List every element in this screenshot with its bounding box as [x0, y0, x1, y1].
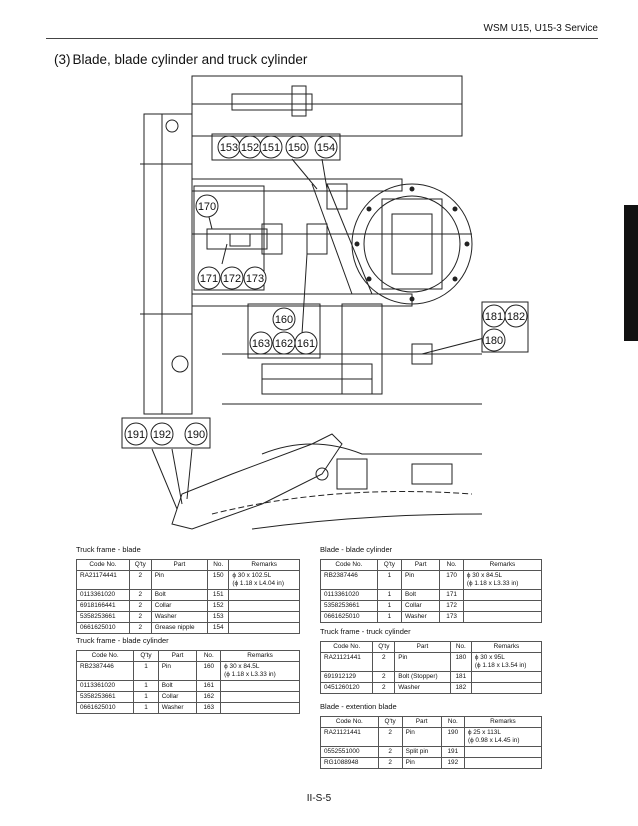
svg-text:192: 192 — [152, 429, 172, 441]
parts-table: Code No. Q'ty Part No. Remarks RA21121441 2 Pin 190 ϕ 25 x 113L (ϕ 0.98 x L4.45 in) 0552551000 2 Split pin 191 RG1088948 2 Pin 192 — [320, 716, 542, 769]
svg-text:163: 163 — [251, 338, 271, 350]
table-row: RA21121441 2 Pin 190 ϕ 25 x 113L (ϕ 0.98 x L4.45 in) — [321, 728, 542, 747]
callout-181 — [483, 305, 505, 327]
table-row: 5358253661 2 Washer 153 — [77, 612, 300, 623]
col-remarks: Remarks — [229, 560, 300, 571]
table-caption: Truck frame - blade — [76, 545, 141, 554]
parts-table: Code No. Q'ty Part No. Remarks RA21121441 2 Pin 180 ϕ 30 x 95L (ϕ 1.18 x L3.54 in) 691912129 2 Bolt (Stopper) 181 0451260120 2 Washer 182 — [320, 641, 542, 694]
table-caption: Truck frame - blade cylinder — [76, 636, 169, 645]
table-row: 6918166441 2 Collar 152 — [77, 601, 300, 612]
callout-161 — [295, 332, 317, 354]
service-manual-header: WSM U15, U15-3 Service — [483, 23, 598, 34]
svg-text:162: 162 — [274, 338, 294, 350]
callout-182 — [505, 305, 527, 327]
table-row: RG1088948 2 Pin 192 — [321, 758, 542, 769]
callout-172 — [221, 267, 243, 289]
svg-text:190: 190 — [186, 429, 206, 441]
callout-160 — [273, 308, 295, 330]
col-part: Part — [151, 560, 207, 571]
table-truck-frame-blade — [76, 545, 300, 634]
svg-text:181: 181 — [484, 311, 504, 323]
svg-text:191: 191 — [126, 429, 146, 441]
table-row: 0661625010 1 Washer 173 — [321, 612, 542, 623]
callout-180 — [483, 329, 505, 351]
table-row: 5358253661 1 Collar 162 — [77, 692, 300, 703]
callout-173 — [244, 267, 266, 289]
callout-170 — [196, 195, 218, 217]
svg-text:150: 150 — [287, 142, 307, 154]
svg-text:152: 152 — [240, 142, 260, 154]
parts-table: Code No. Q'ty Part No. Remarks RB2387446 1 Pin 160 ϕ 30 x 84.5L (ϕ 1.18 x L3.33 in) 0113361020 1 Bolt 161 5358253661 1 Collar 162 0661625010 1 Washer 163 — [76, 650, 300, 714]
table-row: RA21174441 2 Pin 150 ϕ 30 x 102.5L (ϕ 1.18 x L4.04 in) — [77, 571, 300, 590]
table-row: 691912129 2 Bolt (Stopper) 181 — [321, 672, 542, 683]
col-qty: Q'ty — [129, 560, 151, 571]
table-blade-blade-cylinder — [320, 545, 542, 623]
table-caption: Truck frame - truck cylinder — [320, 627, 411, 636]
svg-text:170: 170 — [197, 201, 217, 213]
section-number: (3) — [54, 52, 71, 67]
table-row: 0552551000 2 Split pin 191 — [321, 747, 542, 758]
callout-171 — [198, 267, 220, 289]
callout-162 — [273, 332, 295, 354]
page-number: II-S-5 — [306, 793, 332, 804]
svg-text:160: 160 — [274, 314, 294, 326]
col-no: No. — [208, 560, 229, 571]
table-row: 0113361020 2 Bolt 151 — [77, 590, 300, 601]
table-row: 0113361020 1 Bolt 161 — [77, 681, 300, 692]
callout-190 — [185, 423, 207, 445]
table-row: RB2387446 1 Pin 170 ϕ 30 x 84.5L (ϕ 1.18 x L3.33 in) — [321, 571, 542, 590]
svg-text:153: 153 — [219, 142, 239, 154]
svg-text:180: 180 — [484, 335, 504, 347]
table-truck-frame-blade-cylinder — [76, 636, 300, 714]
callout-154 — [315, 136, 337, 158]
svg-text:151: 151 — [261, 142, 281, 154]
svg-text:172: 172 — [222, 273, 242, 285]
callout-192 — [151, 423, 173, 445]
svg-text:161: 161 — [296, 338, 316, 350]
callout-191 — [125, 423, 147, 445]
col-code: Code No. — [77, 560, 130, 571]
table-blade-extention-blade — [320, 702, 542, 769]
svg-text:171: 171 — [199, 273, 219, 285]
table-row: RB2387446 1 Pin 160 ϕ 30 x 84.5L (ϕ 1.18 x L3.33 in) — [77, 662, 300, 681]
table-row: 0113361020 1 Bolt 171 — [321, 590, 542, 601]
parts-table: Code No. Q'ty Part No. Remarks RB2387446 1 Pin 170 ϕ 30 x 84.5L (ϕ 1.18 x L3.33 in) 0113361020 1 Bolt 171 5358253661 1 Collar 172 0661625010 1 Washer 173 — [320, 559, 542, 623]
svg-text:173: 173 — [245, 273, 265, 285]
svg-text:154: 154 — [316, 142, 336, 154]
table-caption: Blade - blade cylinder — [320, 545, 393, 554]
table-row: 0661625010 2 Grease nipple 154 — [77, 623, 300, 634]
table-truck-frame-truck-cylinder — [320, 627, 542, 694]
table-row: 0661625010 1 Washer 163 — [77, 703, 300, 714]
table-row: 0451260120 2 Washer 182 — [321, 683, 542, 694]
callout-163 — [250, 332, 272, 354]
callout-151 — [260, 136, 282, 158]
table-caption: Blade - extention blade — [320, 702, 397, 711]
section-title-text: Blade, blade cylinder and truck cylinder — [72, 52, 308, 67]
callout-153 — [218, 136, 240, 158]
callout-152 — [239, 136, 261, 158]
table-row: RA21121441 2 Pin 180 ϕ 30 x 95L (ϕ 1.18 x L3.54 in) — [321, 653, 542, 672]
table-row: 5358253661 1 Collar 172 — [321, 601, 542, 612]
svg-text:182: 182 — [506, 311, 526, 323]
callout-150 — [286, 136, 308, 158]
parts-table — [76, 559, 300, 634]
